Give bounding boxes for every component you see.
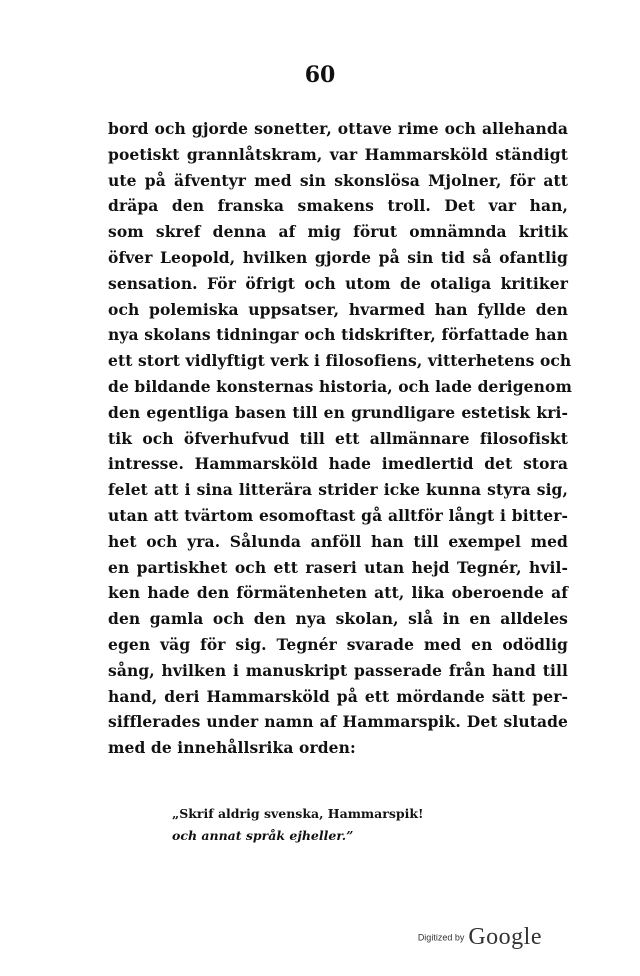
text-line: och polemiska uppsatser, hvarmed han fyllde den (108, 299, 568, 319)
text-line: ken hade den förmätenheten att, lika oberoende af (108, 583, 568, 603)
text-line: bord och gjorde sonetter, ottave rime och allehanda (108, 119, 568, 138)
text-line: ett stort vidlyftigt verk i filosofiens, vitterhetens och (108, 351, 572, 371)
text-line: en partiskhet och ett raseri utan hejd Tegnér, hvil- (108, 557, 568, 577)
text-line: sifflerades under namn af Hammarspik. Det slutade (108, 712, 568, 732)
text-line: dräpa den franska smakens troll. Det var han, (108, 196, 568, 216)
digitized-by-google-watermark (418, 924, 542, 951)
text-line: tik och öfverhufvud till ett allmännare filosofiskt (108, 428, 568, 448)
text-line: intresse. Hammarsköld hade imedlertid det stora (108, 454, 568, 474)
text-line: sång, hvilken i manuskript passerade från hand till (108, 660, 568, 680)
text-line: het och yra. Sålunda anföll han till exempel med (108, 531, 568, 551)
text-line: ute på äfventyr med sin skonslösa Mjolner, för att (108, 170, 568, 190)
text-line: som skref denna af mig förut omnämnda kritik (108, 222, 568, 242)
verse-quote (172, 803, 424, 847)
text-line: utan att tvärtom esomoftast gå alltför långt i bitter- (108, 505, 568, 525)
text-line: den gamla och den nya skolan, slå in en alldeles (108, 609, 568, 629)
page-number: 60 (304, 62, 336, 88)
text-line: hand, deri Hammarsköld på ett mördande sätt per- (108, 686, 568, 706)
text-line: med de innehållsrika orden: (108, 738, 356, 758)
text-line: nya skolans tidningar och tidskrifter, författade han (108, 325, 568, 345)
digitized-by-label: Digitized by (417, 932, 465, 943)
text-line: poetiskt grannlåtskram, var Hammarsköld ständigt (108, 144, 568, 164)
text-line: öfver Leopold, hvilken gjorde på sin tid så ofantlig (108, 247, 568, 267)
text-line: felet att i sina litterära strider icke kunna styra sig, (108, 480, 568, 500)
text-line: den egentliga basen till en grundligare estetisk kri- (108, 402, 568, 422)
quote-line: „Skrif aldrig svenska, Hammarspik! (172, 806, 424, 821)
google-logo: Google (468, 924, 542, 950)
text-line: egen väg för sig. Tegnér svarade med en odödlig (108, 634, 568, 654)
text-line: sensation. För öfrigt och utom de otaliga kritiker (108, 273, 568, 293)
text-line: de bildande konsternas historia, och lade derigenom (108, 376, 572, 396)
body-text (108, 116, 572, 761)
quote-line: och annat språk ejheller.” (172, 828, 354, 843)
